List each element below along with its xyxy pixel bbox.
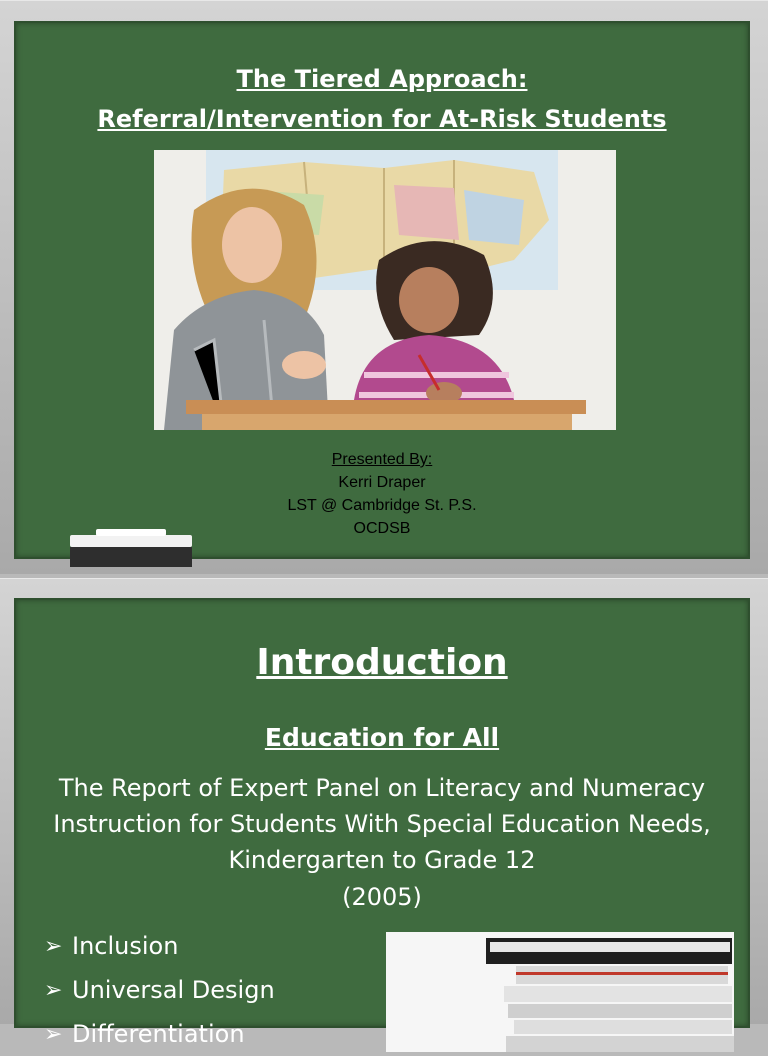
book-stack-image bbox=[386, 932, 734, 1052]
presenter-name: Kerri Draper bbox=[338, 474, 426, 491]
report-title: The Report of Expert Panel on Literacy and Numeracy Instruction for Students With Special Education Needs, Kindergarten to Grade 12 bbox=[53, 774, 711, 874]
bullet-label: Inclusion bbox=[72, 932, 179, 960]
arrow-bullet-icon: ➢ bbox=[44, 977, 63, 1003]
slide-title-line-2: Referral/Intervention for At-Risk Students bbox=[97, 105, 667, 133]
bullet-list bbox=[44, 924, 275, 1056]
slide-subheading: Education for All bbox=[264, 723, 500, 752]
report-year: (2005) bbox=[342, 883, 422, 911]
bullet-label: Differentiation bbox=[72, 1020, 245, 1048]
list-item bbox=[44, 924, 275, 968]
slide-heading: Introduction bbox=[256, 642, 508, 683]
list-item bbox=[44, 1012, 275, 1056]
arrow-bullet-icon: ➢ bbox=[44, 933, 63, 959]
presenter-role: LST @ Cambridge St. P.S. bbox=[287, 497, 477, 514]
list-item bbox=[44, 968, 275, 1012]
presenter-organization: OCDSB bbox=[353, 520, 411, 537]
arrow-bullet-icon: ➢ bbox=[44, 1021, 63, 1047]
eraser-icon bbox=[66, 525, 196, 567]
bullet-label: Universal Design bbox=[72, 976, 275, 1004]
slide-title-line-1: The Tiered Approach: bbox=[236, 65, 528, 93]
presented-by-label: Presented By: bbox=[331, 451, 433, 468]
slide-2[interactable] bbox=[0, 578, 768, 1048]
chalkboard bbox=[14, 598, 750, 1048]
teacher-student-photo bbox=[154, 150, 616, 430]
chalkboard bbox=[14, 21, 750, 559]
